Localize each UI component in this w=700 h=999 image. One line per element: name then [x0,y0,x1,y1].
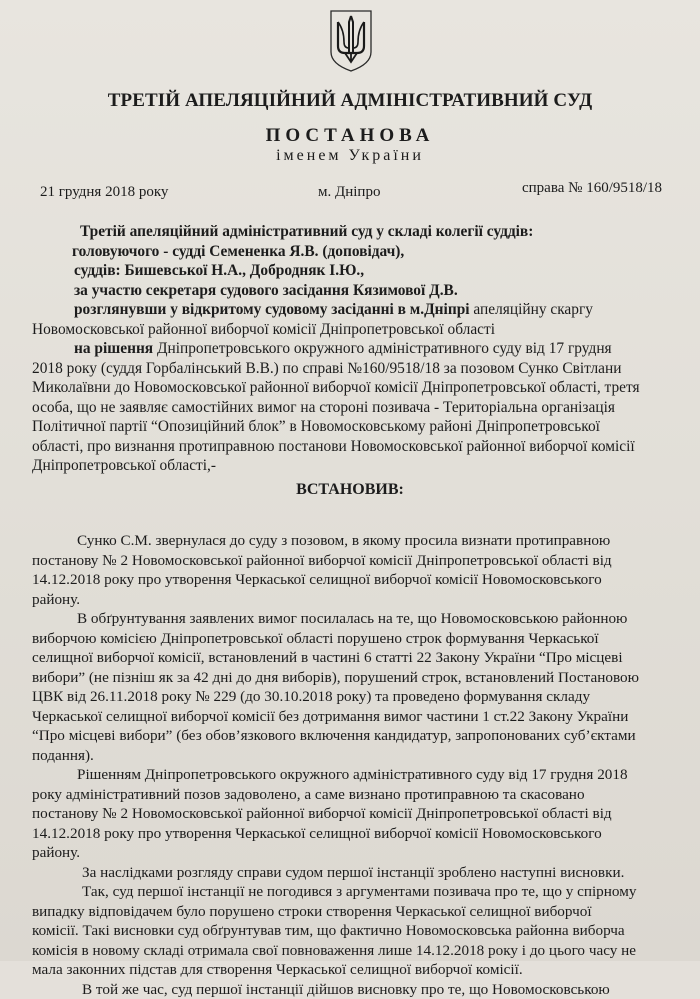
intro-line: за участю секретаря судового засідання Кязимової Д.В. [32,281,666,301]
document-title: ПОСТАНОВА [0,125,700,147]
intro-line: головуючого - судді Семененка Я.В. (доповідач), [32,242,666,262]
trident-coat-of-arms-icon [328,8,374,74]
paragraph-line: виборчою комісією Дніпропетровської області порушено строк формування Черкаської [32,629,666,649]
paragraph-line: мала законних підстав для створення Черкаської селищної виборчої комісії. [32,960,666,980]
paragraph-line: “Про місцеві вибори” (без обов’язкового включення кандидатур, запропонованих суб’єктами [32,726,666,746]
paragraph-line: випадку відповідачем було порушено строки створення Черкаської селищної виборчої [32,902,666,922]
document-subtitle: іменем України [0,147,700,165]
paragraph-line: 14.12.2018 року про утворення Черкаської селищної виборчої комісії Новомосковського [32,824,666,844]
document-city: м. Дніпро [318,184,380,201]
paragraph-line: року адміністративний позов задоволено, а саме визнано протиправною та скасовано [32,785,666,805]
paragraph-line: Сунко С.М. звернулася до суду з позовом, в якому просила визнати протиправною [32,531,666,551]
intro-bold-text: розглянувши у відкритому судовому засіданні в м.Дніпрі [74,301,470,318]
body-text [32,531,666,999]
case-number: справа № 160/9518/18 [522,180,662,197]
paragraph-line: району. [32,590,666,610]
paragraph-line: ЦВК від 26.11.2018 року № 229 (до 30.10.2018 року) та проведено формування складу [32,687,666,707]
paragraph-line: комісія в новому складі отримала свої повноваження лише 14.12.2018 року і до цього часу не [32,941,666,961]
intro-line: Політичної партії “Опозиційний блок” в Новомосковському районі Дніпропетровської [32,417,666,437]
paragraph-line: селищної виборчої комісії, встановлений в частині 6 статті 22 Закону України “Про місцеві [32,648,666,668]
intro-line: особа, що не заявляє самостійних вимог на стороні позивача - Територіальна організація [32,398,666,418]
paragraph-line: 14.12.2018 року про утворення Черкаської селищної виборчої комісії Новомосковського [32,570,666,590]
intro-line: Третій апеляційний адміністративний суд у складі колегії суддів: [32,222,666,242]
section-heading: ВСТАНОВИВ: [0,481,700,499]
intro-panel [32,222,666,476]
intro-bold-text: на рішення [74,340,153,357]
intro-line [32,300,666,320]
paragraph-line: Черкаської селищної виборчої комісії без дотримання вимог частини 1 ст.22 Закону України [32,707,666,727]
intro-line [32,339,666,359]
paragraph-line: постанову № 2 Новомосковської районної виборчої комісії Дніпропетровської області від [32,551,666,571]
paragraph-line: За наслідками розгляду справи судом першої інстанції зроблено наступні висновки. [32,863,666,883]
intro-text: Дніпропетровського окружного адміністративного суду від 17 грудня [153,340,612,357]
intro-line: області, про визнання протиправною постанови Новомосковської районної виборчої комісії [32,437,666,457]
paragraph-line: В той же час, суд першої інстанції дійшов висновку про те, що Новомосковською [32,980,666,999]
intro-line: Новомосковської районної виборчої комісії Дніпропетровської області [32,320,666,340]
paragraph-line: комісії. Такі висновки суд обґрунтував тим, що фактично Новомосковська районна виборча [32,921,666,941]
paragraph-line: вибори” (не пізніш як за 42 дні до дня виборів), порушений строк, встановлений Постановою [32,668,666,688]
paragraph-line: Так, суд першої інстанції не погодився з аргументами позивача про те, що у спірному [32,882,666,902]
intro-line: 2018 року (суддя Горбалінський В.В.) по справі №160/9518/18 за позовом Сунко Світлани [32,359,666,379]
court-name: ТРЕТІЙ АПЕЛЯЦІЙНИЙ АДМІНІСТРАТИВНИЙ СУД [0,90,700,112]
paragraph-line: постанову № 2 Новомосковської районної виборчої комісії Дніпропетровської області від [32,804,666,824]
paragraph-line: В обґрунтування заявлених вимог посилалась на те, що Новомосковською районною [32,609,666,629]
document-date: 21 грудня 2018 року [40,184,168,201]
paragraph-line: району. [32,843,666,863]
intro-line: Миколаївни до Новомосковської районної виборчої комісії Дніпропетровської області, третя [32,378,666,398]
intro-line: Дніпропетровської області,- [32,456,666,476]
paragraph-line: Рішенням Дніпропетровського окружного адміністративного суду від 17 грудня 2018 [32,765,666,785]
intro-line: суддів: Бишевської Н.А., Добродняк І.Ю., [32,261,666,281]
intro-text: апеляційну скаргу [470,301,593,318]
paragraph-line: подання). [32,746,666,766]
